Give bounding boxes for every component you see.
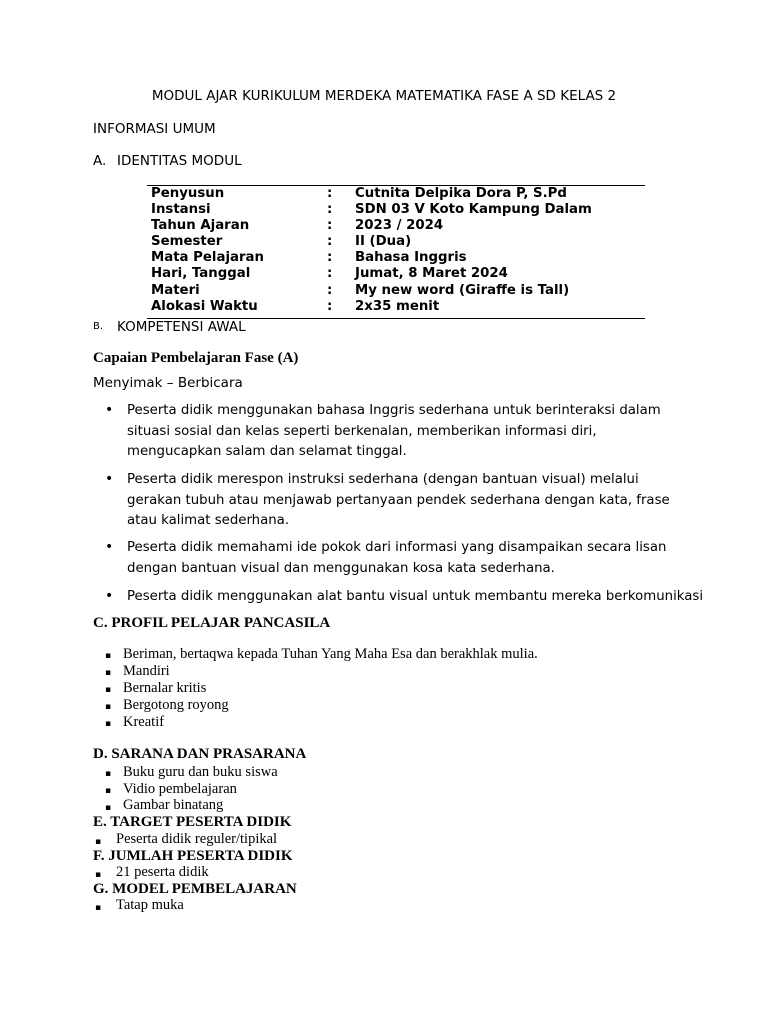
bullet-icon: • [105, 402, 114, 418]
identity-separator: : [327, 218, 333, 233]
square-bullet-icon: ▪ [95, 903, 102, 913]
profile-item: Beriman, bertaqwa kepada Tuhan Yang Maha Esa dan berakhlak mulia. [123, 646, 538, 662]
identity-separator: : [327, 234, 333, 249]
identity-separator: : [327, 202, 333, 217]
identity-separator: : [327, 266, 333, 281]
square-bullet-icon: ▪ [105, 786, 112, 796]
identity-label: Hari, Tanggal [151, 266, 251, 281]
square-bullet-icon: ▪ [105, 668, 112, 678]
profile-item: Kreatif [123, 714, 165, 730]
identity-value: 2023 / 2024 [355, 218, 444, 233]
section-c-heading: C. PROFIL PELAJAR PANCASILA [93, 615, 331, 631]
profile-item: Bernalar kritis [123, 680, 207, 696]
identity-separator: : [327, 186, 333, 201]
competency-item: Peserta didik menggunakan bahasa Inggris sederhana untuk berinteraksi dalam situasi sosial dan kelas seperti berkenalan, memberikan informasi diri, mengucapkan salam dan selamat tinggal. [127, 403, 661, 460]
model-item: Tatap muka [116, 897, 184, 913]
section-a-heading: IDENTITAS MODUL [117, 153, 242, 169]
square-bullet-icon: ▪ [105, 651, 112, 661]
profile-item: Bergotong royong [123, 697, 229, 713]
identity-row [147, 234, 645, 251]
identity-value: Bahasa Inggris [355, 250, 467, 265]
identity-row [147, 299, 645, 316]
identity-row [147, 202, 645, 219]
identity-label: Alokasi Waktu [151, 299, 258, 314]
facility-item: Buku guru dan buku siswa [123, 764, 278, 780]
identity-label: Semester [151, 234, 223, 249]
competency-item: Peserta didik menggunakan alat bantu visual untuk membantu mereka berkomunikasi [127, 589, 704, 604]
bullet-icon: • [105, 588, 114, 604]
identity-separator: : [327, 250, 333, 265]
square-bullet-icon: ▪ [105, 685, 112, 695]
facility-item: Gambar binatang [123, 797, 224, 813]
identity-separator: : [327, 299, 333, 314]
identity-table [147, 185, 645, 319]
target-item: Peserta didik reguler/tipikal [116, 831, 278, 847]
identity-row [147, 266, 645, 283]
identity-value: My new word (Giraffe is Tall) [355, 283, 570, 298]
section-g-heading: G. MODEL PEMBELAJARAN [93, 881, 297, 897]
identity-value: Cutnita Delpika Dora P, S.Pd [355, 186, 567, 201]
identity-separator: : [327, 283, 333, 298]
identity-value: 2x35 menit [355, 299, 440, 314]
square-bullet-icon: ▪ [105, 702, 112, 712]
section-a-letter: A. [93, 153, 107, 169]
count-item: 21 peserta didik [116, 864, 209, 880]
section-f-heading: F. JUMLAH PESERTA DIDIK [93, 848, 293, 864]
competency-item: Peserta didik memahami ide pokok dari informasi yang disampaikan secara lisan dengan bantuan visual dan menggunakan kosa kata sederhana. [127, 540, 667, 576]
square-bullet-icon: ▪ [105, 719, 112, 729]
profile-item: Mandiri [123, 663, 170, 679]
identity-row [147, 283, 645, 300]
section-d-heading: D. SARANA DAN PRASARANA [93, 746, 307, 762]
identity-value: Jumat, 8 Maret 2024 [355, 266, 508, 281]
identity-label: Materi [151, 283, 200, 298]
identity-row [147, 218, 645, 235]
document-title: MODUL AJAR KURIKULUM MERDEKA MATEMATIKA FASE A SD KELAS 2 [151, 88, 617, 104]
identity-label: Tahun Ajaran [151, 218, 250, 233]
menyimak-heading: Menyimak – Berbicara [93, 375, 243, 391]
identity-row [147, 186, 645, 203]
section-b-letter: B. [93, 321, 104, 332]
identity-value: II (Dua) [355, 234, 412, 249]
section-e-heading: E. TARGET PESERTA DIDIK [93, 814, 292, 830]
bullet-icon: • [105, 539, 114, 555]
square-bullet-icon: ▪ [105, 769, 112, 779]
capaian-heading: Capaian Pembelajaran Fase (A) [93, 350, 299, 366]
square-bullet-icon: ▪ [95, 870, 102, 880]
identity-label: Instansi [151, 202, 211, 217]
identity-label: Mata Pelajaran [151, 250, 264, 265]
square-bullet-icon: ▪ [95, 837, 102, 847]
facility-item: Vidio pembelajaran [123, 781, 237, 797]
competency-item: Peserta didik merespon instruksi sederhana (dengan bantuan visual) melalui gerakan tubuh atau menjawab pertanyaan pendek sederhana dengan kata, frase atau kalimat sederhana. [127, 472, 670, 529]
informasi-umum-heading: INFORMASI UMUM [93, 121, 216, 137]
square-bullet-icon: ▪ [105, 803, 112, 813]
section-b-heading: KOMPETENSI AWAL [117, 319, 246, 335]
identity-value: SDN 03 V Koto Kampung Dalam [355, 202, 592, 217]
identity-label: Penyusun [151, 186, 225, 201]
bullet-icon: • [105, 471, 114, 487]
identity-row [147, 250, 645, 267]
